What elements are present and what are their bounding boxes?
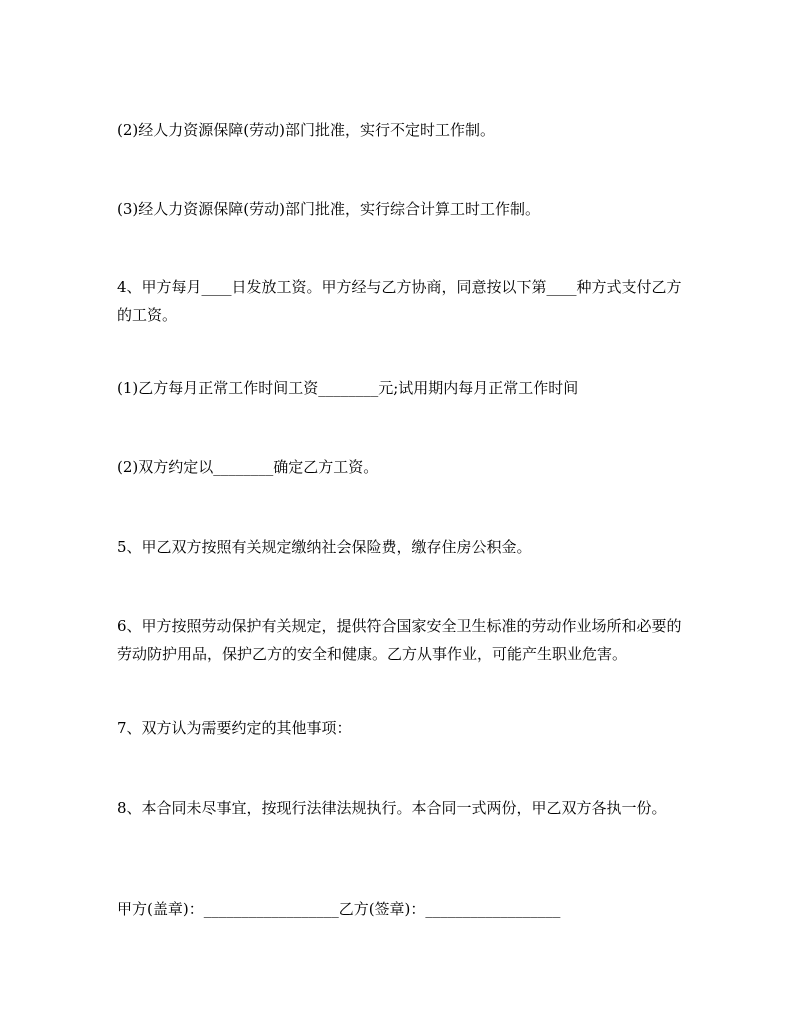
clause-4-wage-payment: 4、甲方每月____日发放工资。甲方经与乙方协商，同意按以下第____种方式支付乙方的工资。	[117, 278, 682, 324]
clause-7-other-matters: 7、双方认为需要约定的其他事项：	[117, 719, 352, 737]
signature-line: 甲方(盖章)：__________________乙方(签章)：__________________	[117, 900, 561, 918]
clause-6-labor-protection: 6、甲方按照劳动保护有关规定，提供符合国家安全卫生标准的劳动作业场所和必要的劳动防护用品，保护乙方的安全和健康。乙方从事作业，可能产生职业危害。	[117, 617, 682, 663]
clause-4-1-monthly-wage: (1)乙方每月正常工作时间工资________元;试用期内每月正常工作时间	[117, 379, 579, 397]
clause-2-2-indefinite-hours: (2)经人力资源保障(劳动)部门批准，实行不定时工作制。	[117, 121, 495, 139]
clause-4-2-agreed-wage: (2)双方约定以________确定乙方工资。	[117, 458, 379, 476]
clause-5-social-insurance: 5、甲乙双方按照有关规定缴纳社会保险费，缴存住房公积金。	[117, 538, 532, 556]
clause-8-supplementary: 8、本合同未尽事宜，按现行法律法规执行。本合同一式两份，甲乙双方各执一份。	[117, 799, 667, 817]
clause-2-3-comprehensive-hours: (3)经人力资源保障(劳动)部门批准，实行综合计算工时工作制。	[117, 200, 540, 218]
